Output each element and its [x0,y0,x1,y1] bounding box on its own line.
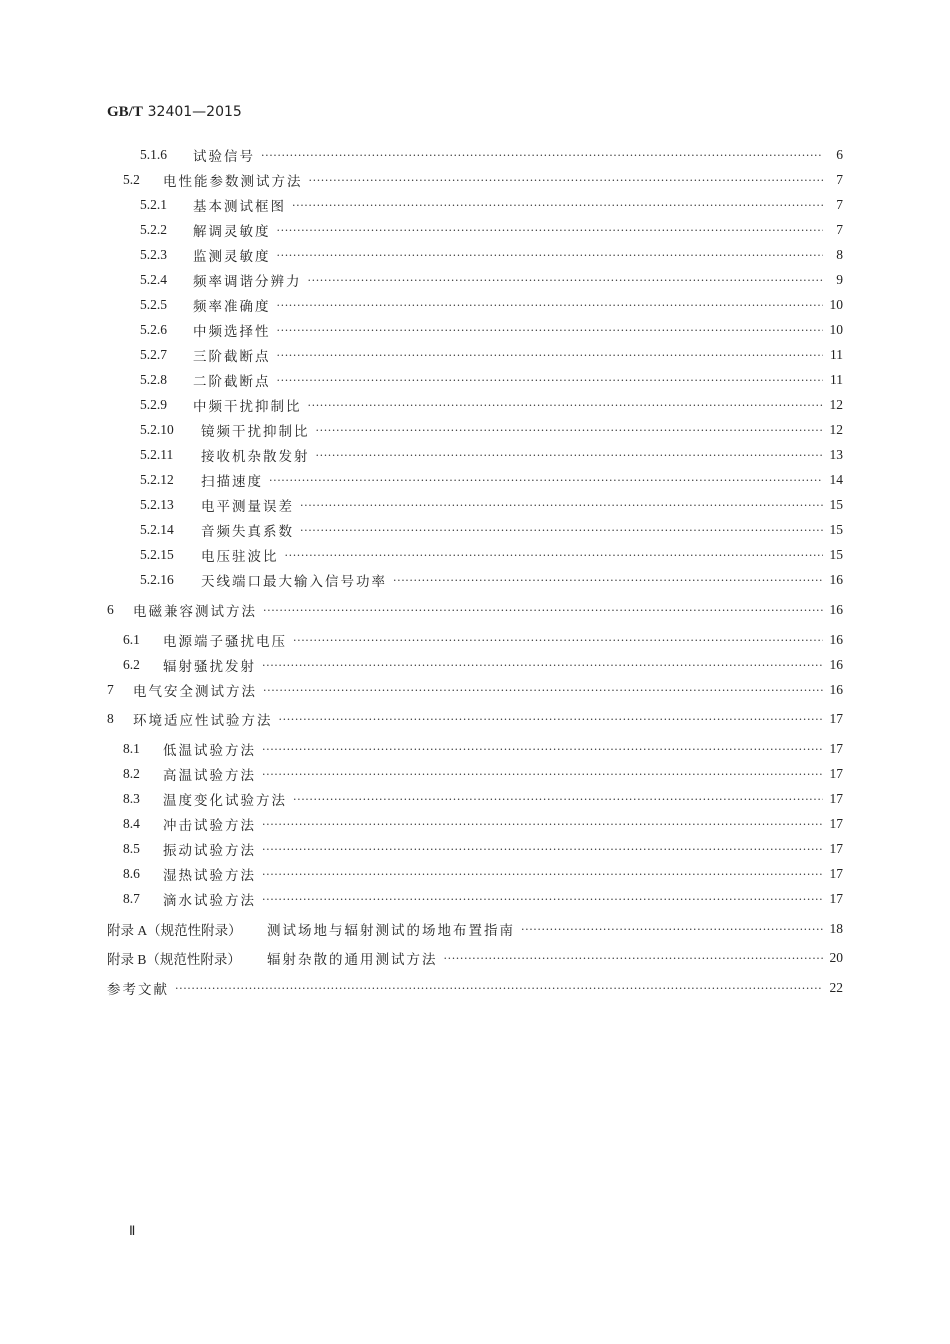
toc-entry[interactable] [140,295,843,315]
toc-entry-page: 17 [829,711,843,726]
toc-leader-dots [262,818,823,831]
toc-entry-page: 11 [830,347,843,362]
toc-entry-page: 16 [829,632,843,647]
toc-entry-page: 13 [829,447,843,462]
toc-entry[interactable] [140,420,843,440]
toc-leader-dots [262,659,823,672]
toc-entry-number: 5.2.10 [140,422,174,437]
toc-entry-page: 7 [836,172,843,187]
toc-entry-page: 12 [829,422,843,437]
toc-entry-title: 监测灵敏度 [193,249,271,265]
toc-entry-title: 接收机杂散发射 [201,449,310,465]
toc-entry[interactable] [123,630,843,650]
toc-leader-dots [279,713,824,726]
toc-entry-number: 7 [107,682,114,697]
toc-entry[interactable] [140,520,843,540]
toc-entry-number: 5.1.6 [140,147,167,162]
toc-entry-title: 电气安全测试方法 [133,684,257,700]
toc-leader-dots [277,249,824,262]
toc-entry-title: 解调灵敏度 [193,224,271,240]
toc-leader-dots [277,224,824,237]
toc-entry-title: 电磁兼容测试方法 [133,604,257,620]
toc-leader-dots [175,982,823,995]
toc-entry-number: 5.2.8 [140,372,167,387]
toc-leader-dots [316,424,824,437]
toc-entry-title: 滴水试验方法 [163,893,256,909]
toc-entry[interactable] [140,245,843,265]
toc-entry-number: 5.2.1 [140,197,167,212]
toc-leader-dots [277,324,824,337]
toc-entry-number: 5.2.5 [140,297,167,312]
toc-leader-dots [262,743,823,756]
toc-entry-page: 17 [829,741,843,756]
toc-entry-page: 12 [829,397,843,412]
toc-leader-dots [293,793,823,806]
toc-entry-title: 参考文献 [107,982,169,998]
toc-leader-dots [300,499,823,512]
document-header [107,102,242,121]
toc-entry[interactable] [140,495,843,515]
toc-entry-number: 6.1 [123,632,140,647]
toc-entry[interactable] [140,220,843,240]
toc-entry-page: 16 [829,572,843,587]
toc-entry-number: 5.2.3 [140,247,167,262]
toc-entry-title: 辐射杂散的通用测试方法 [267,952,438,968]
toc-entry[interactable] [107,948,843,968]
toc-entry[interactable] [140,470,843,490]
toc-leader-dots [263,604,823,617]
toc-leader-dots [393,574,823,587]
toc-entry-page: 17 [829,766,843,781]
toc-leader-dots [292,199,823,212]
toc-entry-page: 7 [836,222,843,237]
toc-leader-dots [285,549,824,562]
page-number-footer: Ⅱ [129,1223,136,1238]
toc-leader-dots [300,524,823,537]
toc-entry[interactable] [123,889,843,909]
toc-entry-title: 中频干扰抑制比 [193,399,302,415]
toc-entry-title: 高温试验方法 [163,768,256,784]
toc-entry-page: 20 [829,950,843,965]
toc-entry[interactable] [123,739,843,759]
toc-entry-title: 电平测量误差 [201,499,294,515]
toc-entry-title: 电压驻波比 [201,549,279,565]
toc-leader-dots [262,868,823,881]
toc-entry-number: 8.6 [123,866,140,881]
toc-entry-page: 17 [829,791,843,806]
toc-entry-title: 振动试验方法 [163,843,256,859]
toc-entry-title: 频率准确度 [193,299,271,315]
toc-entry-number: 5.2.16 [140,572,174,587]
toc-entry-title: 音频失真系数 [201,524,294,540]
toc-entry-title: 扫描速度 [201,474,263,490]
toc-entry-number: 6.2 [123,657,140,672]
toc-entry-number: 附录 A（规范性附录） [107,923,242,938]
toc-leader-dots [309,174,824,187]
toc-entry[interactable] [123,864,843,884]
toc-entry-page: 16 [829,602,843,617]
toc-entry[interactable] [140,545,843,565]
toc-entry[interactable] [107,978,843,998]
toc-entry[interactable] [140,370,843,390]
toc-entry-page: 11 [830,372,843,387]
toc-leader-dots [263,684,823,697]
toc-entry-title: 环境适应性试验方法 [133,713,273,729]
toc-entry-number: 5.2.6 [140,322,167,337]
toc-entry-number: 8.7 [123,891,140,906]
toc-leader-dots [293,634,823,647]
toc-entry-title: 测试场地与辐射测试的场地布置指南 [267,923,515,939]
toc-entry-number: 8.1 [123,741,140,756]
toc-entry-title: 频率调谐分辨力 [193,274,302,290]
toc-entry-number: 8.3 [123,791,140,806]
toc-entry-page: 14 [829,472,843,487]
toc-entry-title: 电性能参数测试方法 [163,174,303,190]
toc-entry-page: 7 [836,197,843,212]
toc-entry-number: 5.2.7 [140,347,167,362]
toc-entry-page: 17 [829,816,843,831]
toc-entry[interactable] [123,655,843,675]
toc-leader-dots [277,349,824,362]
toc-entry-number: 8 [107,711,114,726]
toc-entry-number: 8.4 [123,816,140,831]
toc-leader-dots [261,149,823,162]
toc-entry[interactable] [107,600,843,620]
toc-entry-page: 17 [829,891,843,906]
toc-leader-dots [308,274,824,287]
toc-entry-page: 10 [829,322,843,337]
toc-entry-title: 三阶截断点 [193,349,271,365]
toc-leader-dots [444,952,824,965]
toc-entry-number: 5.2.11 [140,447,174,462]
toc-leader-dots [262,893,823,906]
toc-leader-dots [277,299,824,312]
toc-entry-number: 5.2.4 [140,272,167,287]
toc-entry-page: 15 [829,547,843,562]
toc-entry-title: 温度变化试验方法 [163,793,287,809]
toc-entry-title: 湿热试验方法 [163,868,256,884]
toc-entry-number: 5.2.15 [140,547,174,562]
toc-entry-title: 试验信号 [193,149,255,165]
toc-entry[interactable] [123,789,843,809]
toc-entry[interactable] [123,170,843,190]
toc-entry-page: 9 [836,272,843,287]
toc-entry-number: 5.2.14 [140,522,174,537]
toc-entry-title: 基本测试框图 [193,199,286,215]
toc-entry-number: 5.2.12 [140,472,174,487]
toc-entry[interactable] [140,395,843,415]
toc-entry-number: 5.2.2 [140,222,167,237]
toc-entry-number: 8.2 [123,766,140,781]
toc-entry-number: 5.2.9 [140,397,167,412]
toc-entry-title: 冲击试验方法 [163,818,256,834]
toc-entry-title: 天线端口最大输入信号功率 [201,574,387,590]
toc-entry-title: 二阶截断点 [193,374,271,390]
toc-entry[interactable] [140,270,843,290]
toc-leader-dots [521,923,823,936]
toc-entry-page: 18 [829,921,843,936]
toc-entry-page: 16 [829,657,843,672]
toc-entry[interactable] [123,764,843,784]
toc-entry-title: 镜频干扰抑制比 [201,424,310,440]
toc-entry-number: 6 [107,602,114,617]
toc-entry-page: 10 [829,297,843,312]
toc-entry-title: 中频选择性 [193,324,271,340]
toc-entry-number: 附录 B（规范性附录） [107,952,241,967]
toc-leader-dots [316,449,824,462]
toc-entry[interactable] [107,919,843,939]
toc-entry-page: 6 [836,147,843,162]
toc-entry-number: 8.5 [123,841,140,856]
toc-entry-page: 15 [829,497,843,512]
toc-leader-dots [262,768,823,781]
toc-entry-title: 辐射骚扰发射 [163,659,256,675]
toc-entry-page: 17 [829,841,843,856]
toc-entry-title: 低温试验方法 [163,743,256,759]
toc-entry-number: 5.2.13 [140,497,174,512]
toc-entry-page: 8 [836,247,843,262]
toc-leader-dots [277,374,824,387]
toc-entry-page: 22 [829,980,843,995]
toc-entry[interactable] [140,195,843,215]
toc-entry-title: 电源端子骚扰电压 [163,634,287,650]
toc-entry[interactable] [140,145,843,165]
toc-entry[interactable] [140,345,843,365]
standard-number: 32401—2015 [147,104,242,120]
toc-entry-page: 15 [829,522,843,537]
toc-entry[interactable] [140,445,843,465]
toc-entry-number: 5.2 [123,172,140,187]
toc-leader-dots [269,474,823,487]
toc-entry[interactable] [140,320,843,340]
toc-entry[interactable] [123,839,843,859]
toc-entry-page: 17 [829,866,843,881]
toc-entry[interactable] [140,570,843,590]
toc-entry[interactable] [123,814,843,834]
toc-leader-dots [308,399,824,412]
toc-leader-dots [262,843,823,856]
toc-entry-page: 16 [829,682,843,697]
toc-entry[interactable] [107,709,843,729]
standard-prefix: GB/T [107,104,143,120]
toc-entry[interactable] [107,680,843,700]
